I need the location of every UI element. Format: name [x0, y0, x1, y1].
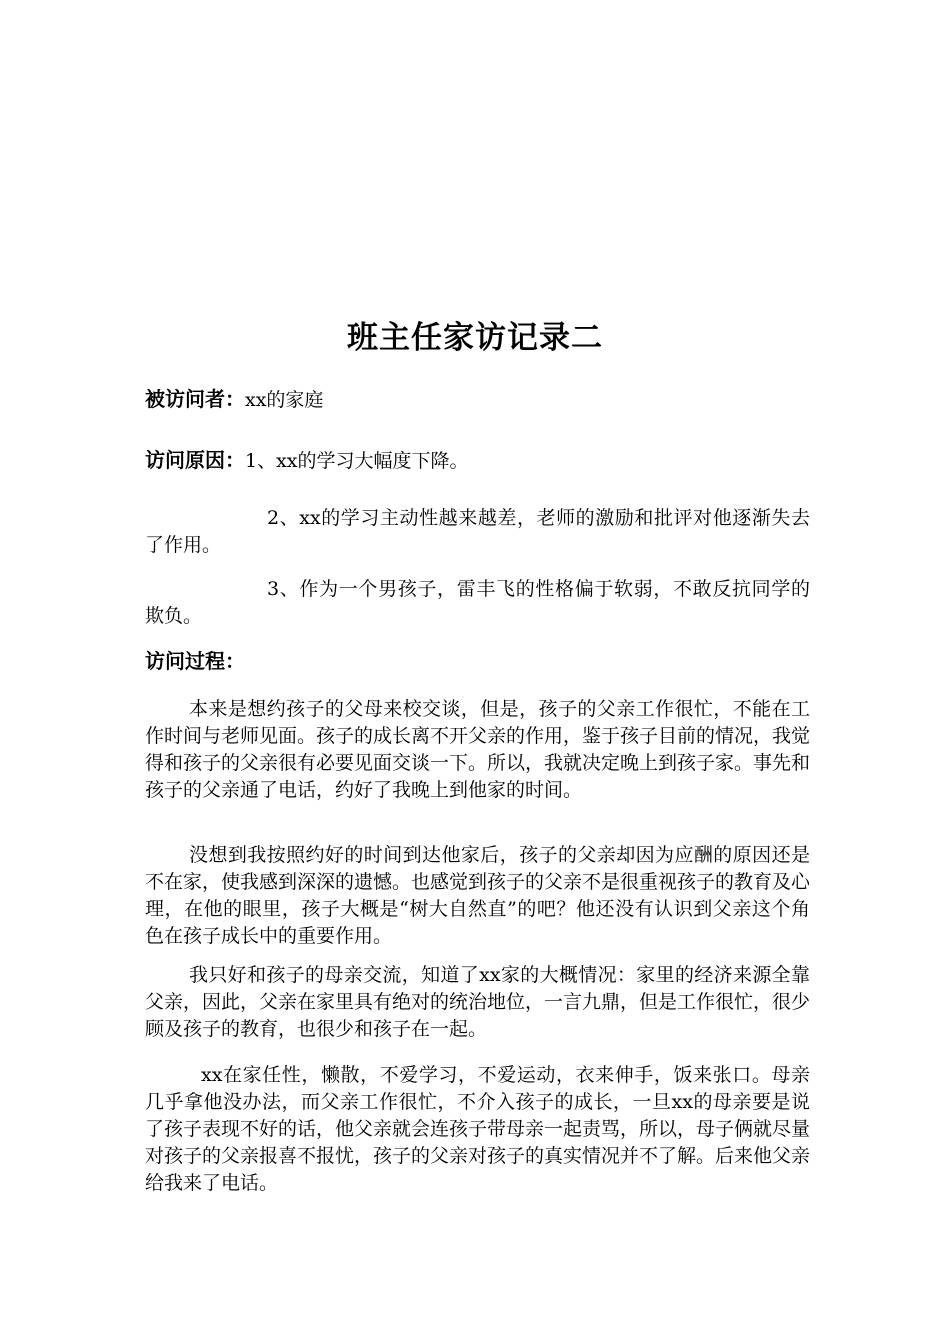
- reason-item-1: 1、xx的学习大幅度下降。: [245, 450, 469, 472]
- reason-line: [145, 447, 810, 475]
- process-paragraph-3: 我只好和孩子的母亲交流，知道了xx家的大概情况：家里的经济来源全靠父亲，因此，父亲在家里具有绝对的统治地位，一言九鼎，但是工作很忙，很少顾及孩子的教育，也很少和孩子在一起。: [145, 964, 811, 1040]
- process-label-line: [145, 648, 810, 676]
- reason-item-3: 3、作为一个男孩子，雷丰飞的性格偏于软弱，不敢反抗同学的欺负。: [145, 578, 810, 627]
- interviewee-value: xx的家庭: [245, 389, 324, 411]
- interviewee-label: 被访问者：: [145, 387, 245, 411]
- document-title: 班主任家访记录二: [347, 320, 603, 356]
- process-paragraph-1: 本来是想约孩子的父母来校交谈，但是，孩子的父亲工作很忙，不能在工作时间与老师见面。孩子的成长离不开父亲的作用，鉴于孩子目前的情况，我觉得和孩子的父亲很有必要见面交谈一下。所以，我就决定晚上到孩子家。事先和孩子的父亲通了电话，约好了我晚上到他家的时间。: [145, 698, 811, 801]
- process-label: 访问过程：: [145, 649, 245, 673]
- reason-label: 访问原因：: [145, 448, 245, 472]
- process-paragraph-2: 没想到我按照约好的时间到达他家后，孩子的父亲却因为应酬的原因还是不在家，使我感到深深的遗憾。也感觉到孩子的父亲不是很重视孩子的教育及心理，在他的眼里，孩子大概是“树大自然直”的吧？他还没有认识到父亲这个角色在孩子成长中的重要作用。: [145, 844, 811, 947]
- reason-item-2: 2、xx的学习主动性越来越差，老师的激励和批评对他逐渐失去了作用。: [145, 507, 810, 556]
- process-paragraph-4: xx在家任性，懒散，不爱学习，不爱运动，衣来伸手，饭来张口。母亲几乎拿他没办法，而父亲工作很忙，不介入孩子的成长，一旦xx的母亲要是说了孩子表现不好的话，他父亲就会连孩子带母亲一起责骂，所以，母子俩就尽量对孩子的父亲报喜不报忧，孩子的父亲对孩子的真实情况并不了解。后来他父亲给我来了电话。: [145, 1064, 811, 1194]
- interviewee-line: [145, 386, 810, 414]
